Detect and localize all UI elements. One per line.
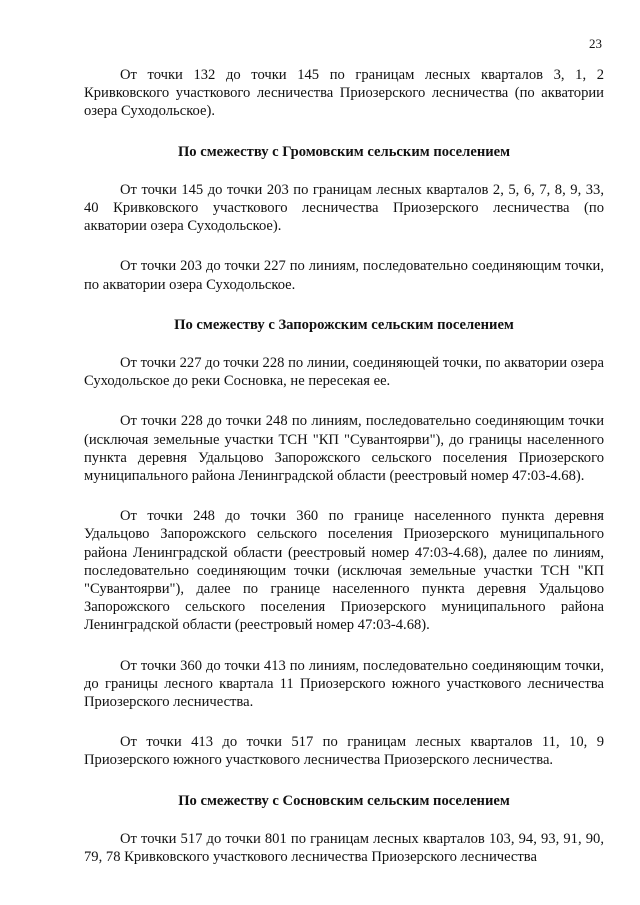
heading-sosnovskoe: По смежеству с Сосновским сельским поселением	[178, 792, 510, 809]
paragraph-points-228-248: От точки 228 до точки 248 по линиям, последовательно соединяющим точки (исключая земельные участки ТСН "КП "Сувантоярви"), до границы населенного пункта деревня Удальцово Запорожского сельского поселения Приозерского муниципального района Ленинградской области (реестровый номер 47:03-4.68).	[84, 413, 604, 485]
paragraph-points-248-360: От точки 248 до точки 360 по границе населенного пункта деревня Удальцово Запорожского сельского поселения Приозерского муниципального района Ленинградской области (реестровый номер 47:03-4.68), далее по линиям, последовательно соединяющим точки (исключая земельные участки ТСН "КП "Сувантоярви"), далее по границе населенного пункта деревня Удальцово Запорожского сельского поселения Приозерского муниципального района Ленинградской области (реестровый номер 47:03-4.68).	[84, 508, 604, 634]
heading-zaporozhskoe: По смежеству с Запорожским сельским поселением	[174, 316, 514, 333]
paragraph-points-132-145: От точки 132 до точки 145 по границам лесных кварталов 3, 1, 2 Кривковского участкового лесничества Приозерского лесничества (по акватории озера Суходольское).	[84, 67, 604, 120]
heading-gromovskoe: По смежеству с Громовским сельским поселением	[177, 143, 511, 160]
paragraph-points-203-227: От точки 203 до точки 227 по линиям, последовательно соединяющим точки, по акватории озера Суходольское.	[84, 258, 604, 293]
paragraph-points-413-517: От точки 413 до точки 517 по границам лесных кварталов 11, 10, 9 Приозерского южного участкового лесничества Приозерского лесничества.	[84, 734, 604, 769]
document-body	[84, 66, 604, 866]
paragraph-points-517-801: От точки 517 до точки 801 по границам лесных кварталов 103, 94, 93, 91, 90, 79, 78 Кривковского участкового лесничества Приозерского лесничества	[84, 830, 604, 866]
paragraph-points-360-413: От точки 360 до точки 413 по линиям, последовательно соединяющим точки, до границы лесного квартала 11 Приозерского южного участкового лесничества Приозерского лесничества.	[84, 657, 604, 711]
page-number: 23	[589, 36, 602, 51]
paragraph-points-227-228: От точки 227 до точки 228 по линии, соединяющей точки, по акватории озера Суходольское до реки Сосновка, не пересекая ее.	[84, 355, 604, 390]
paragraph-points-145-203: От точки 145 до точки 203 по границам лесных кварталов 2, 5, 6, 7, 8, 9, 33, 40 Кривковского участкового лесничества Приозерского лесничества (по акватории озера Суходольское).	[84, 181, 604, 235]
